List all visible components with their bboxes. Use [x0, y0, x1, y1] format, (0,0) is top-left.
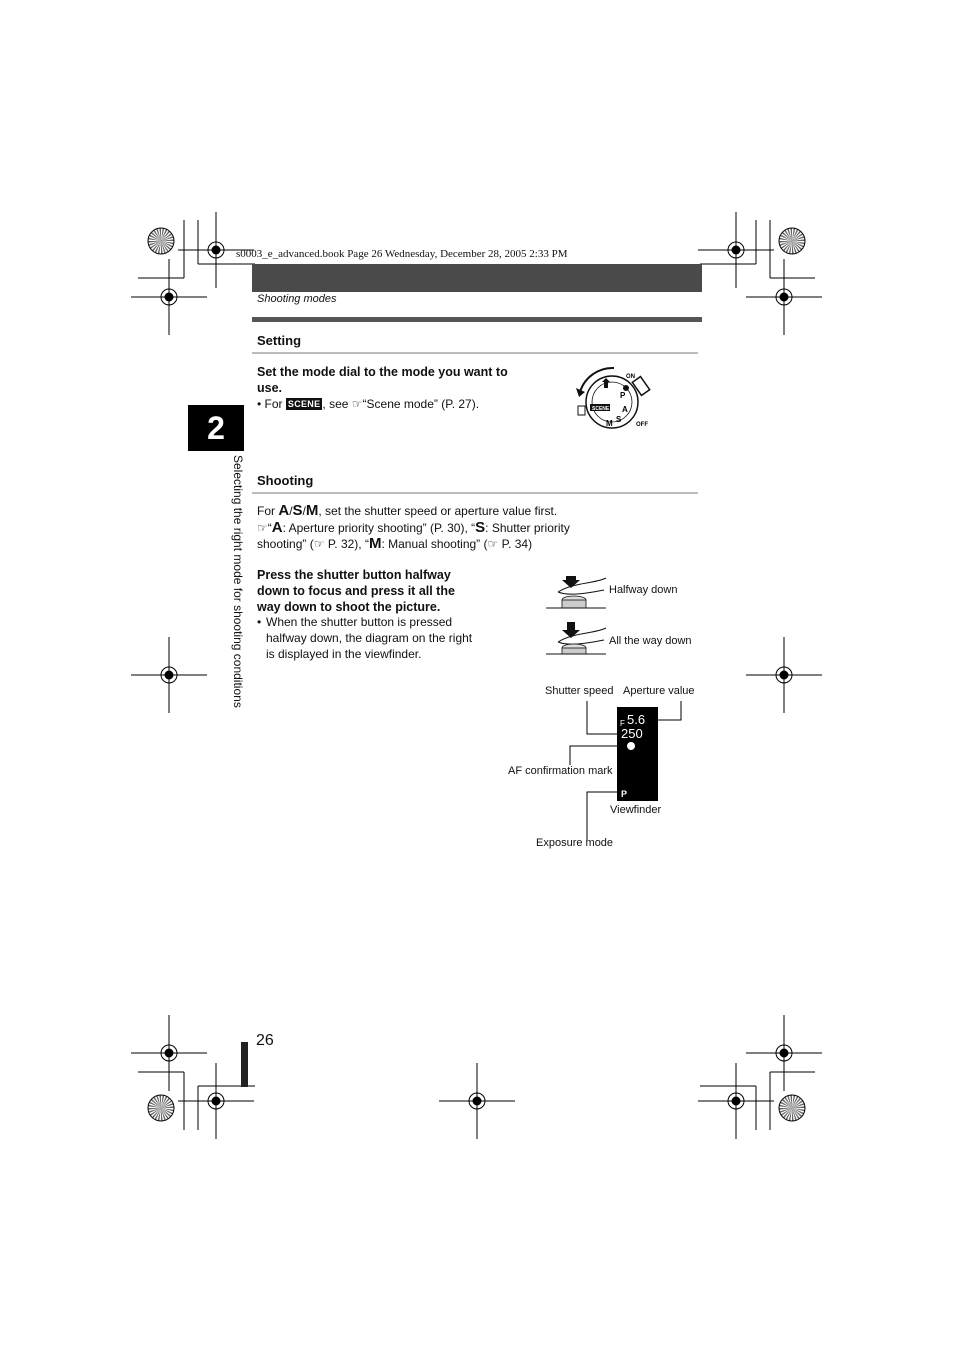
- setting-instruction: Set the mode dial to the mode you want to use.: [257, 365, 508, 395]
- halfway-down-illustration: [544, 574, 608, 614]
- aperture-value-label: Aperture value: [623, 685, 695, 697]
- vf-exposure-mode: P: [621, 789, 628, 799]
- registration-crosshair: [131, 1015, 207, 1091]
- chapter-side-label: Selecting the right mode for shooting conditions: [231, 455, 245, 708]
- bullet: •: [257, 615, 262, 629]
- reference-icon: ☞: [351, 397, 363, 411]
- shooting-heading-rule: [252, 492, 698, 494]
- exposure-mode-label: Exposure mode: [536, 837, 614, 849]
- dial-on-label: ON: [626, 374, 635, 380]
- chapter-tab: 2: [188, 405, 244, 451]
- viewfinder-label: Viewfinder: [610, 804, 662, 816]
- shooting-line-1: [257, 503, 557, 519]
- mode-a-glyph: A: [278, 502, 290, 519]
- header-bar: [252, 264, 702, 292]
- dial-a-label: A: [622, 405, 628, 414]
- registration-sunburst: [148, 1095, 174, 1121]
- registration-sunburst: [779, 228, 805, 254]
- setting-bullet: [257, 396, 479, 412]
- setting-heading: Setting: [257, 333, 302, 348]
- mode-m-glyph: M: [368, 535, 382, 552]
- registration-crosshair: [131, 637, 207, 713]
- vf-shutter-speed: 250: [621, 726, 643, 741]
- viewfinder-diagram: [560, 696, 686, 841]
- registration-crosshair: [439, 1063, 515, 1139]
- shooting-bullet: [257, 614, 477, 662]
- all-the-way-down-label: All the way down: [609, 635, 692, 647]
- ref-manual-page: P. 34): [501, 537, 533, 551]
- ref-shutter-1: : Shutter priority: [485, 521, 570, 535]
- mode-a-glyph: A: [271, 519, 283, 536]
- halfway-down-label: Halfway down: [609, 584, 678, 596]
- all-the-way-down-illustration: [544, 620, 608, 662]
- slash: /: [302, 504, 306, 518]
- quote-open: “: [267, 521, 272, 535]
- scene-badge: SCENE: [287, 399, 321, 409]
- registration-sunburst: [779, 1095, 805, 1121]
- ref-shutter-2: shooting” (: [257, 537, 314, 551]
- dial-m-label: M: [606, 419, 613, 428]
- registration-crosshair: [746, 1015, 822, 1091]
- dial-s-label: S: [616, 415, 622, 424]
- bullet-middle: , see: [322, 397, 349, 411]
- shooting-line-3: [257, 536, 532, 552]
- header-rule: [252, 317, 702, 322]
- registration-crosshair: [746, 637, 822, 713]
- reference-icon: ☞: [257, 521, 268, 535]
- shooting-line1-prefix: For: [257, 504, 275, 518]
- ref-shutter-page: P. 32), “: [327, 537, 369, 551]
- dial-p-label: P: [620, 391, 626, 400]
- registration-sunburst: [148, 228, 174, 254]
- file-header: s0003_e_advanced.book Page 26 Wednesday, December 28, 2005 2:33 PM: [236, 248, 568, 260]
- bullet: •: [257, 397, 262, 411]
- registration-crosshair: [131, 259, 207, 335]
- shutter-speed-label: Shutter speed: [545, 685, 614, 697]
- shooting-line-2: [257, 520, 570, 536]
- dial-off-label: OFF: [636, 422, 648, 428]
- af-confirmation-dot: [627, 742, 635, 750]
- page-number-bar: [241, 1042, 248, 1087]
- vf-f-mark: F: [620, 719, 625, 728]
- registration-crosshair: [698, 1063, 774, 1139]
- setting-heading-rule: [252, 352, 698, 354]
- vf-aperture-value: 5.6: [627, 712, 646, 727]
- shooting-heading: Shooting: [257, 473, 314, 488]
- ref-manual: : Manual shooting” (: [381, 537, 488, 551]
- shooting-bullet-text: When the shutter button is pressed halfway down, the diagram on the right is displayed in the viewfinder.: [266, 615, 473, 661]
- shooting-line1-suffix: , set the shutter speed or aperture value first.: [318, 504, 558, 518]
- scene-ref: “Scene mode” (P. 27).: [362, 397, 480, 411]
- mode-dial-illustration: [572, 362, 654, 442]
- section-title: Shooting modes: [257, 293, 337, 305]
- mode-s-glyph: S: [475, 519, 486, 536]
- mode-m-glyph: M: [305, 502, 319, 519]
- reference-icon: ☞: [313, 537, 325, 551]
- af-mark-label: AF confirmation mark: [508, 765, 613, 777]
- shooting-instruction: Press the shutter button halfway down to focus and press it all the way down to shoot the picture.: [257, 568, 455, 614]
- bullet-prefix: For: [264, 397, 283, 411]
- ref-aperture: : Aperture priority shooting” (P. 30), “: [282, 521, 476, 535]
- registration-crosshair: [698, 212, 774, 288]
- dial-scene-label: SCENE: [592, 406, 610, 412]
- reference-icon: ☞: [487, 537, 499, 551]
- page-number: 26: [256, 1032, 274, 1049]
- slash: /: [289, 504, 293, 518]
- mode-s-glyph: S: [292, 502, 303, 519]
- registration-crosshair: [746, 259, 822, 335]
